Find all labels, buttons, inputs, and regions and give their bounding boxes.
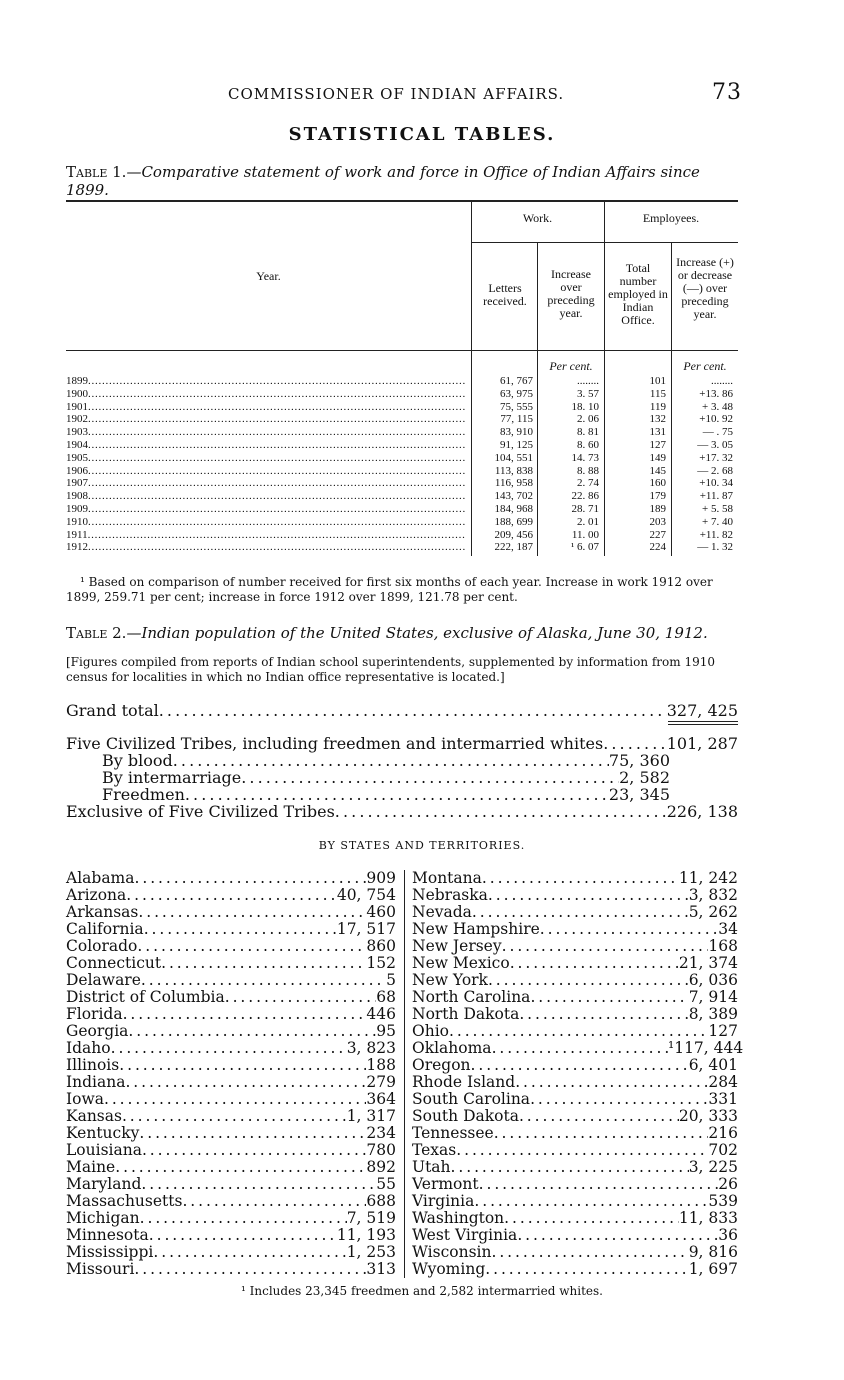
table-row xyxy=(66,388,738,401)
table-row xyxy=(66,529,738,542)
state-name: Oregon xyxy=(412,1056,471,1074)
table1-title: —Comparative statement of work and force in Office of Indian Affairs since 1899. xyxy=(66,163,700,199)
state-name: Kansas xyxy=(66,1107,122,1125)
state-value: 26 xyxy=(718,1175,738,1193)
table-row xyxy=(66,375,738,388)
state-value: 20, 333 xyxy=(678,1107,738,1125)
state-row xyxy=(412,1159,738,1176)
state-row xyxy=(412,955,738,972)
state-value: 446 xyxy=(366,1005,396,1023)
state-row xyxy=(412,870,738,887)
state-row xyxy=(412,1261,738,1278)
col-increase: Increase over preceding year. xyxy=(547,267,595,320)
state-value: 127 xyxy=(708,1022,738,1040)
freedmen-row xyxy=(102,786,670,803)
state-row xyxy=(66,1057,396,1074)
state-value: 17, 517 xyxy=(336,920,396,938)
state-name: New Jersey xyxy=(412,937,502,955)
state-name: Montana xyxy=(412,869,482,887)
group-employees: Employees. xyxy=(642,211,700,225)
state-value: 68 xyxy=(376,988,396,1006)
total-cell: 131 xyxy=(649,426,666,439)
state-row xyxy=(66,1227,396,1244)
state-value: 313 xyxy=(366,1260,396,1278)
state-value: 860 xyxy=(366,937,396,955)
exclusive-value: 226, 138 xyxy=(666,802,738,821)
state-row xyxy=(66,1006,396,1023)
five-tribes-row xyxy=(66,735,738,752)
increase-cell: 2. 74 xyxy=(577,477,599,490)
col-year: Year. xyxy=(256,269,281,283)
state-row xyxy=(66,1193,396,1210)
change-cell: — 2. 68 xyxy=(697,464,733,477)
state-row xyxy=(66,972,396,989)
state-value: 3, 225 xyxy=(688,1158,738,1176)
state-row xyxy=(412,938,738,955)
state-row xyxy=(66,938,396,955)
increase-cell: ........ xyxy=(577,375,599,387)
state-row xyxy=(66,887,396,904)
group-work: Work. xyxy=(522,211,553,225)
grand-total-label: Grand total xyxy=(66,701,159,720)
state-row xyxy=(66,921,396,938)
change-cell: + 3. 48 xyxy=(702,400,733,413)
change-cell: +17. 32 xyxy=(699,451,733,464)
total-cell: 132 xyxy=(649,413,666,426)
year-cell: 1907 . . . xyxy=(66,477,466,490)
change-cell: + 5. 58 xyxy=(702,503,733,515)
increase-cell: 8. 88 xyxy=(577,464,599,477)
state-name: Tennessee xyxy=(412,1124,494,1142)
state-value: 688 xyxy=(366,1192,396,1210)
state-name: Maine xyxy=(66,1158,116,1176)
total-cell: 203 xyxy=(649,515,666,528)
by-intermarriage-label: By intermarriage xyxy=(102,768,242,787)
state-value: 1, 317 xyxy=(346,1107,396,1125)
col-letters: Letters received. xyxy=(483,281,527,308)
year-cell: 1899 . . . xyxy=(66,375,466,388)
table1-label: Table 1. xyxy=(66,163,127,181)
state-row xyxy=(66,1091,396,1108)
total-cell: 119 xyxy=(649,400,666,413)
state-row xyxy=(66,1159,396,1176)
state-name: California xyxy=(66,920,144,938)
change-cell: — . 75 xyxy=(702,426,733,439)
change-cell: +10. 34 xyxy=(699,477,733,490)
state-name: Alabama xyxy=(66,869,135,887)
state-value: 909 xyxy=(366,869,396,887)
state-value: 188 xyxy=(366,1056,396,1074)
state-name: Arkansas xyxy=(66,903,139,921)
state-value: 892 xyxy=(366,1158,396,1176)
state-row xyxy=(412,1227,738,1244)
state-value: 216 xyxy=(708,1124,738,1142)
state-row xyxy=(412,989,738,1006)
freedmen-value: 23, 345 xyxy=(608,785,670,804)
letters-cell: 75, 555 xyxy=(500,400,533,413)
letters-cell: 143, 702 xyxy=(494,490,533,503)
increase-cell: 18. 10 xyxy=(571,400,599,413)
state-value: 331 xyxy=(708,1090,738,1108)
state-value: 11, 193 xyxy=(336,1226,396,1244)
state-name: Georgia xyxy=(66,1022,129,1040)
state-name: New York xyxy=(412,971,488,989)
state-row xyxy=(412,1074,738,1091)
total-cell: 189 xyxy=(649,503,666,515)
table-row xyxy=(66,439,738,452)
col-total: Total number employed in Indian Office. xyxy=(608,261,668,327)
by-blood-row xyxy=(102,752,670,769)
state-name: West Virginia xyxy=(412,1226,518,1244)
state-value: 1, 697 xyxy=(688,1260,738,1278)
year-cell: 1912 . . . xyxy=(66,541,466,554)
unit-increase: Per cent. xyxy=(549,359,593,373)
state-row xyxy=(66,1142,396,1159)
increase-cell: 11. 00 xyxy=(571,528,599,541)
state-value: 1, 253 xyxy=(346,1243,396,1261)
total-cell: 227 xyxy=(649,528,666,541)
state-row xyxy=(412,904,738,921)
state-value: 21, 374 xyxy=(678,954,738,972)
state-value: 7, 914 xyxy=(688,988,738,1006)
grand-total-row xyxy=(66,702,738,719)
state-value: 279 xyxy=(366,1073,396,1091)
state-name: Idaho xyxy=(66,1039,111,1057)
state-row xyxy=(412,1091,738,1108)
state-value: 780 xyxy=(366,1141,396,1159)
state-name: Minnesota xyxy=(66,1226,149,1244)
letters-cell: 113, 838 xyxy=(494,464,533,477)
state-name: Texas xyxy=(412,1141,457,1159)
state-name: New Hampshire xyxy=(412,920,540,938)
by-blood-label: By blood xyxy=(102,751,173,770)
state-row xyxy=(412,887,738,904)
state-row xyxy=(66,1125,396,1142)
state-name: District of Columbia xyxy=(66,988,225,1006)
state-value: 36 xyxy=(718,1226,738,1244)
by-intermarriage-row xyxy=(102,769,670,786)
increase-cell: 8. 81 xyxy=(577,426,599,439)
change-cell: — 3. 05 xyxy=(697,439,733,451)
state-name: Nevada xyxy=(412,903,472,921)
state-value: 40, 754 xyxy=(336,886,396,904)
freedmen-label: Freedmen xyxy=(102,785,185,804)
letters-cell: 116, 958 xyxy=(494,477,533,490)
letters-cell: 61, 767 xyxy=(500,375,533,387)
table-row xyxy=(66,503,738,516)
state-value: 7, 519 xyxy=(346,1209,396,1227)
state-row xyxy=(66,1176,396,1193)
state-row xyxy=(412,1108,738,1125)
increase-cell: 14. 73 xyxy=(571,451,599,464)
state-name: Missouri xyxy=(66,1260,135,1278)
increase-cell: ¹ 6. 07 xyxy=(570,541,599,554)
by-intermarriage-value: 2, 582 xyxy=(619,768,670,787)
state-row xyxy=(66,1023,396,1040)
grand-total-value: 327, 425 xyxy=(666,701,738,720)
page-number: 73 xyxy=(712,80,742,105)
state-row xyxy=(412,1210,738,1227)
state-name: North Carolina xyxy=(412,988,531,1006)
state-row xyxy=(66,1244,396,1261)
state-name: Ohio xyxy=(412,1022,449,1040)
state-value: 539 xyxy=(708,1192,738,1210)
state-name: North Dakota xyxy=(412,1005,520,1023)
increase-cell: 22. 86 xyxy=(571,490,599,503)
table1-footnote: ¹ Based on comparison of number received for first six months of each year. Increase in work 1912 over 1899, 259.71 per cent; increase in force 1912 over 1899, 121.78 per cent. xyxy=(66,575,713,604)
table1 xyxy=(66,200,738,560)
state-name: Illinois xyxy=(66,1056,120,1074)
table-row xyxy=(66,516,738,529)
table-row xyxy=(66,452,738,465)
table-row xyxy=(66,426,738,439)
change-cell: +10. 92 xyxy=(699,413,733,426)
state-row xyxy=(66,1040,396,1057)
table-row xyxy=(66,401,738,414)
state-row xyxy=(412,972,738,989)
state-value: 168 xyxy=(708,937,738,955)
state-name: Florida xyxy=(66,1005,123,1023)
state-name: South Carolina xyxy=(412,1090,531,1108)
section-title: STATISTICAL TABLES. xyxy=(288,124,556,145)
year-cell: 1905 . . . xyxy=(66,452,466,465)
state-value: 6, 401 xyxy=(688,1056,738,1074)
total-cell: 224 xyxy=(649,541,666,554)
state-value: 234 xyxy=(366,1124,396,1142)
increase-cell: 2. 06 xyxy=(577,413,599,426)
state-name: Vermont xyxy=(412,1175,479,1193)
table-row xyxy=(66,413,738,426)
state-value: 11, 242 xyxy=(678,869,738,887)
state-value: 9, 816 xyxy=(688,1243,738,1261)
state-row xyxy=(412,1006,738,1023)
change-cell: +11. 82 xyxy=(699,528,733,541)
by-blood-value: 75, 360 xyxy=(608,751,670,770)
state-value: 6, 036 xyxy=(688,971,738,989)
total-cell: 179 xyxy=(649,490,666,503)
state-value: 8, 389 xyxy=(688,1005,738,1023)
table2-title: —Indian population of the United States, exclusive of Alaska, June 30, 1912. xyxy=(126,624,708,642)
year-cell: 1903 . . . xyxy=(66,426,466,439)
state-row xyxy=(66,1210,396,1227)
table1-caption xyxy=(66,163,746,199)
state-row xyxy=(66,1261,396,1278)
state-name: Mississippi xyxy=(66,1243,154,1261)
state-row xyxy=(412,1125,738,1142)
letters-cell: 63, 975 xyxy=(500,387,533,400)
table2-footnote: ¹ Includes 23,345 freedmen and 2,582 intermarried whites. xyxy=(241,1284,603,1298)
table2-note: [Figures compiled from reports of Indian school superintendents, supplemented by information from 1910 census for localities in which no Indian office representative is located.] xyxy=(66,655,715,684)
total-cell: 101 xyxy=(649,375,666,387)
state-name: Kentucky xyxy=(66,1124,140,1142)
state-name: Michigan xyxy=(66,1209,140,1227)
state-row xyxy=(66,1074,396,1091)
year-cell: 1900 . . . xyxy=(66,388,466,401)
letters-cell: 91, 125 xyxy=(500,439,533,451)
state-value: ¹117, 444 xyxy=(668,1039,744,1057)
letters-cell: 83, 910 xyxy=(500,426,533,439)
total-cell: 115 xyxy=(649,387,666,400)
state-value: 95 xyxy=(376,1022,396,1040)
col-change: Increase (+) or decrease (—) over preceding year. xyxy=(676,255,734,321)
state-row xyxy=(412,1057,738,1074)
year-cell: 1906 . . . xyxy=(66,465,466,478)
state-value: 5, 262 xyxy=(688,903,738,921)
states-heading: BY STATES AND TERRITORIES. xyxy=(318,839,526,852)
state-row xyxy=(66,904,396,921)
increase-cell: 3. 57 xyxy=(577,387,599,400)
state-value: 5 xyxy=(386,971,396,989)
state-name: Indiana xyxy=(66,1073,126,1091)
state-value: 364 xyxy=(366,1090,396,1108)
total-cell: 149 xyxy=(649,451,666,464)
change-cell: + 7. 40 xyxy=(702,515,733,528)
state-name: South Dakota xyxy=(412,1107,519,1125)
increase-cell: 8. 60 xyxy=(577,439,599,451)
increase-cell: 2. 01 xyxy=(577,515,599,528)
state-name: Wyoming xyxy=(412,1260,486,1278)
state-name: Delaware xyxy=(66,971,141,989)
state-value: 702 xyxy=(708,1141,738,1159)
state-name: Louisiana xyxy=(66,1141,142,1159)
state-name: Connecticut xyxy=(66,954,162,972)
state-name: Iowa xyxy=(66,1090,104,1108)
state-value: 34 xyxy=(718,920,738,938)
table-row xyxy=(66,490,738,503)
state-row xyxy=(412,1039,744,1057)
state-row xyxy=(412,921,738,938)
table-row xyxy=(66,465,738,478)
year-cell: 1908 . . . xyxy=(66,490,466,503)
exclusive-row xyxy=(66,803,738,820)
state-name: Nebraska xyxy=(412,886,488,904)
total-cell: 160 xyxy=(649,477,666,490)
running-title: COMMISSIONER OF INDIAN AFFAIRS. xyxy=(228,85,565,103)
unit-change: Per cent. xyxy=(683,359,727,373)
state-name: Virginia xyxy=(412,1192,475,1210)
table-row xyxy=(66,477,738,490)
table2-caption xyxy=(66,624,746,642)
total-cell: 127 xyxy=(649,439,666,451)
state-value: 55 xyxy=(376,1175,396,1193)
state-row xyxy=(412,1244,738,1261)
year-cell: 1909 . . . xyxy=(66,503,466,516)
letters-cell: 222, 187 xyxy=(494,541,533,554)
change-cell: ........ xyxy=(711,375,733,387)
letters-cell: 104, 551 xyxy=(494,451,533,464)
state-value: 11, 833 xyxy=(678,1209,738,1227)
state-name: Maryland xyxy=(66,1175,142,1193)
state-value: 3, 832 xyxy=(688,886,738,904)
state-name: Utah xyxy=(412,1158,451,1176)
state-name: Massachusetts xyxy=(66,1192,183,1210)
exclusive-label: Exclusive of Five Civilized Tribes xyxy=(66,802,335,821)
state-name: New Mexico xyxy=(412,954,510,972)
year-cell: 1911 . . . xyxy=(66,529,466,542)
change-cell: — 1. 32 xyxy=(697,541,733,554)
table-row xyxy=(66,541,738,554)
state-name: Oklahoma xyxy=(412,1039,492,1057)
total-cell: 145 xyxy=(649,464,666,477)
table2-label: Table 2. xyxy=(66,624,127,642)
five-tribes-value: 101, 287 xyxy=(666,734,738,753)
state-row xyxy=(412,1193,738,1210)
state-row xyxy=(66,955,396,972)
change-cell: +13. 86 xyxy=(699,387,733,400)
letters-cell: 77, 115 xyxy=(500,413,533,426)
state-row xyxy=(412,1176,738,1193)
increase-cell: 28. 71 xyxy=(571,503,599,515)
letters-cell: 209, 456 xyxy=(494,528,533,541)
state-row xyxy=(66,1108,396,1125)
state-value: 3, 823 xyxy=(346,1039,396,1057)
state-name: Colorado xyxy=(66,937,138,955)
five-tribes-label: Five Civilized Tribes, including freedmen and intermarried whites xyxy=(66,734,604,753)
state-name: Washington xyxy=(412,1209,505,1227)
letters-cell: 184, 968 xyxy=(494,503,533,515)
year-cell: 1904 . . . xyxy=(66,439,466,452)
year-cell: 1910 . . . xyxy=(66,516,466,529)
state-value: 284 xyxy=(708,1073,738,1091)
state-name: Rhode Island xyxy=(412,1073,516,1091)
state-value: 152 xyxy=(366,954,396,972)
state-name: Arizona xyxy=(66,886,127,904)
state-name: Wisconsin xyxy=(412,1243,492,1261)
state-row xyxy=(412,1142,738,1159)
state-row xyxy=(66,870,396,887)
state-value: 460 xyxy=(366,903,396,921)
year-cell: 1901 . . . xyxy=(66,401,466,414)
letters-cell: 188, 699 xyxy=(494,515,533,528)
year-cell: 1902 . . . xyxy=(66,413,466,426)
state-row xyxy=(66,989,396,1006)
state-row xyxy=(412,1023,738,1040)
change-cell: +11. 87 xyxy=(699,490,733,503)
